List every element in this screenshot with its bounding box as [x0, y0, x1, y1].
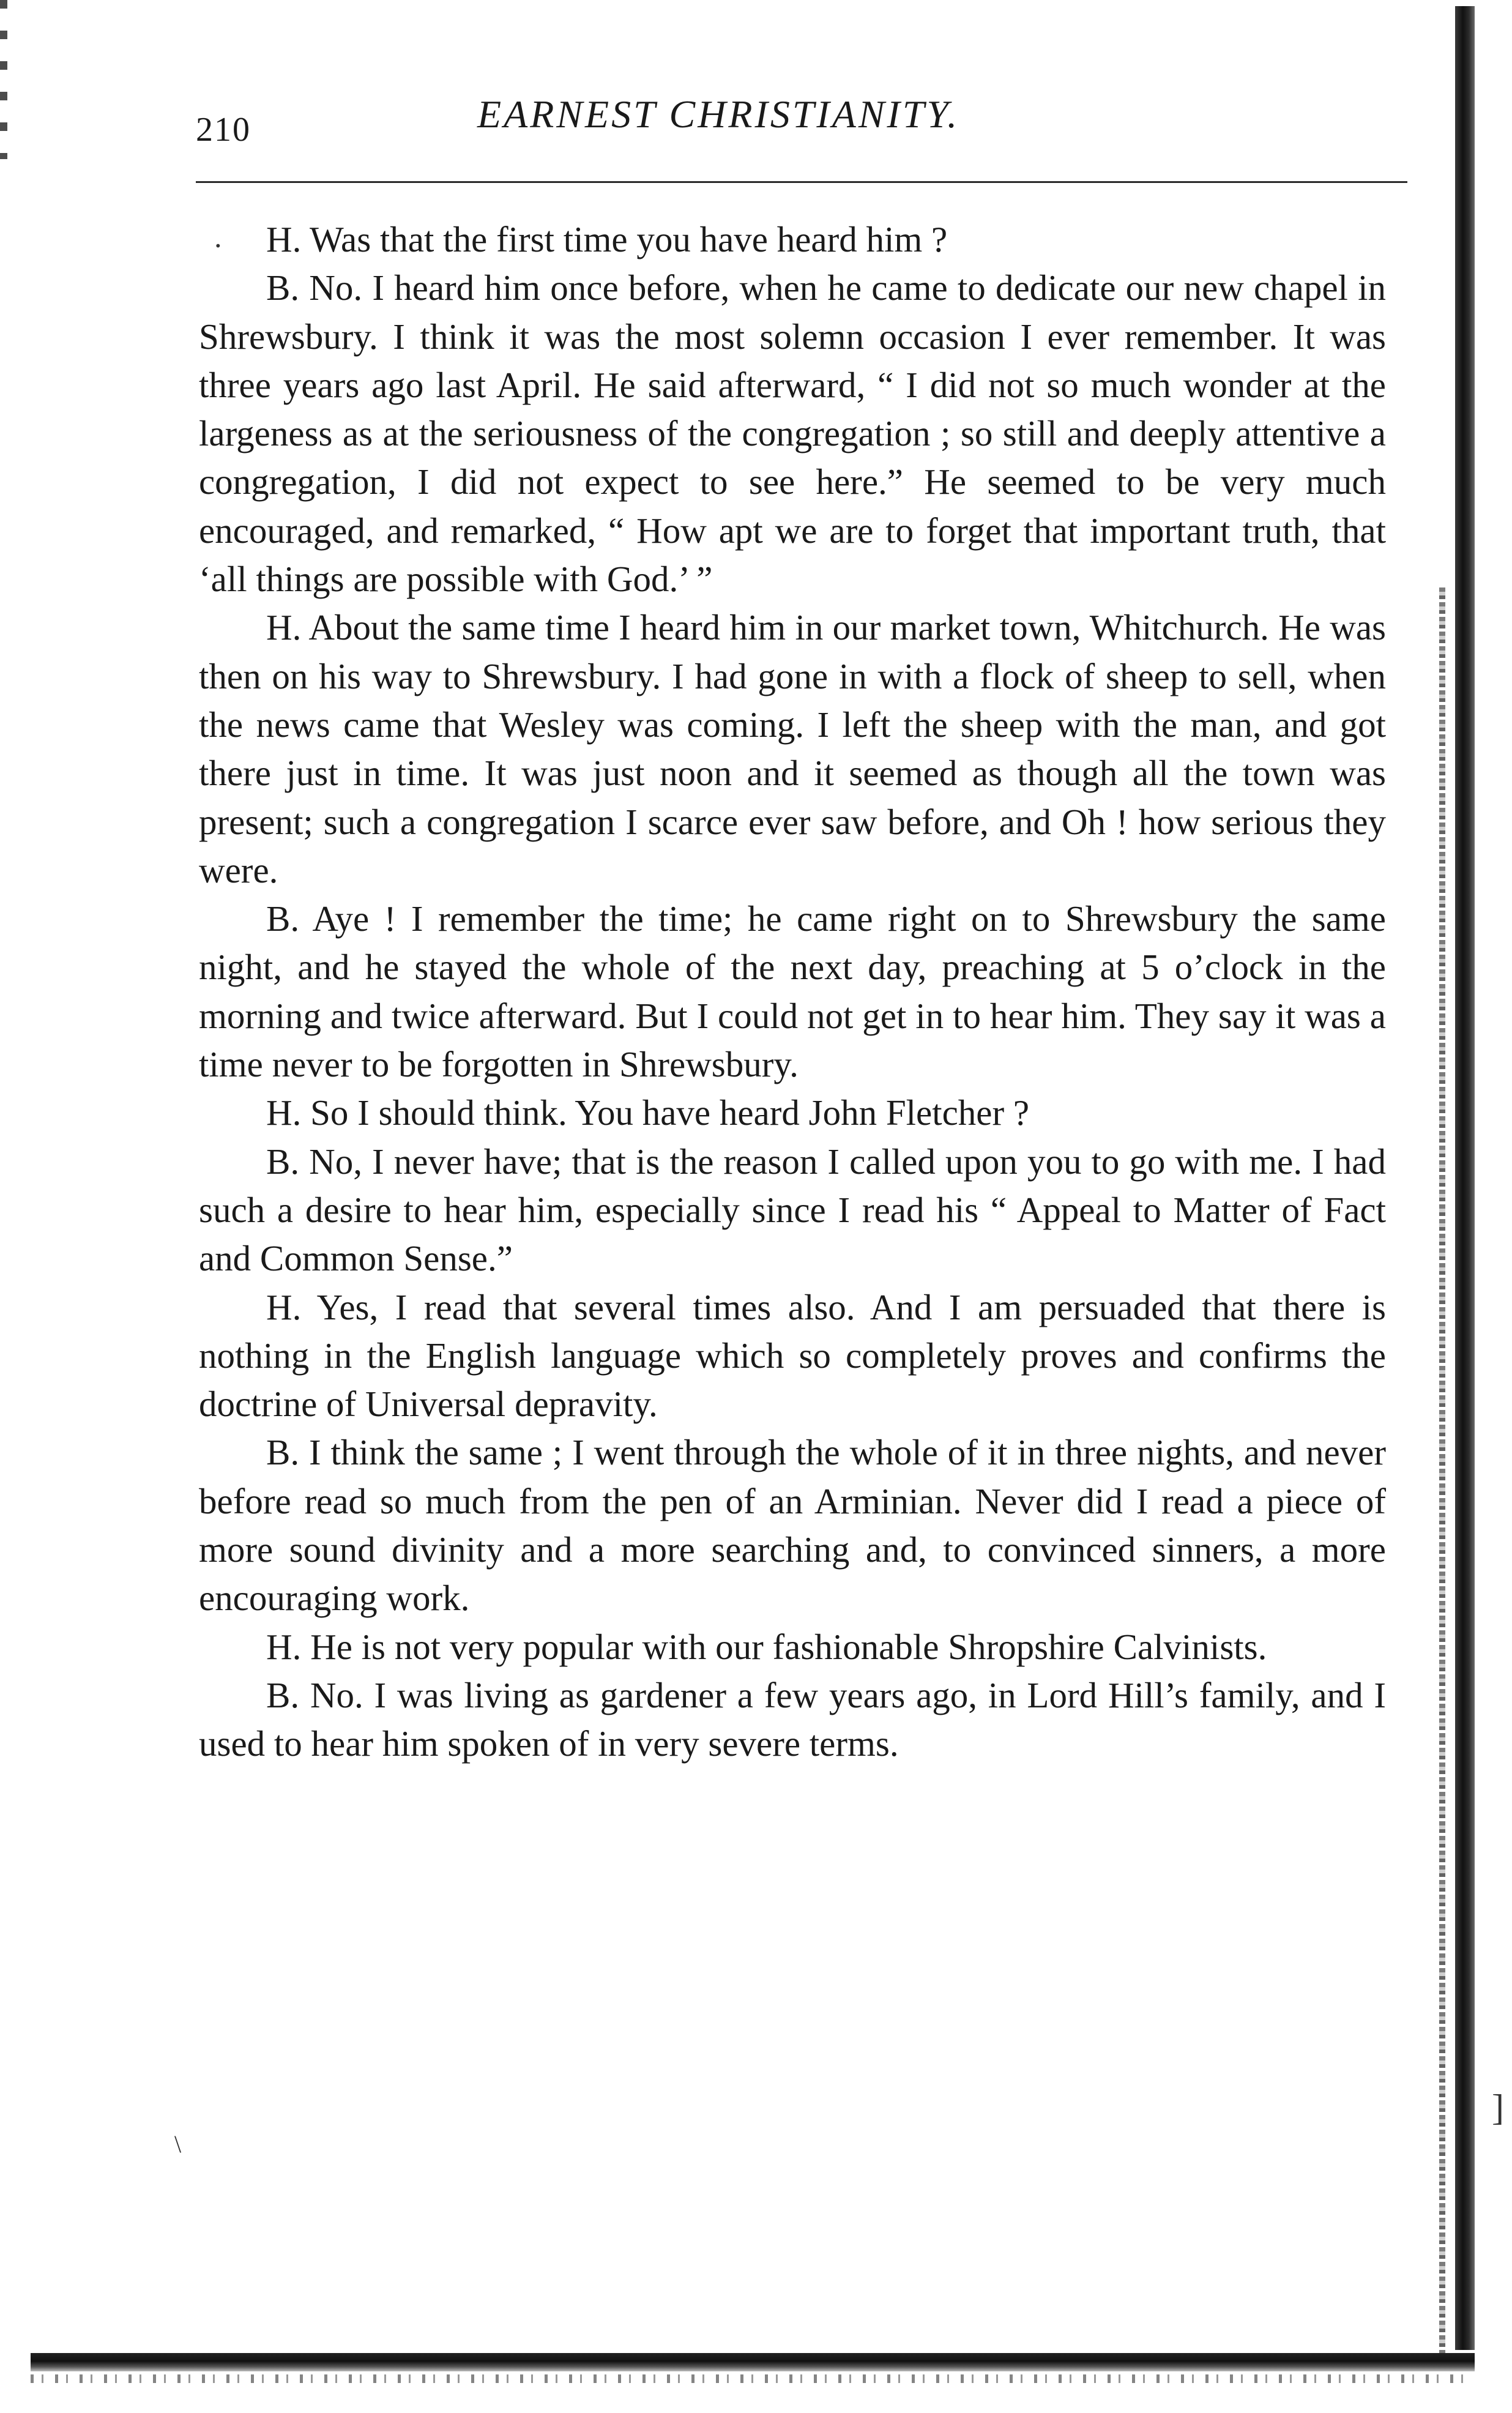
header-rule	[196, 181, 1407, 183]
paragraph-10: B. No. I was living as gardener a few years ago, in Lord Hill’s family, and I used to hear him spoken of in very severe terms.	[199, 1674, 1386, 1764]
page-number: 210	[196, 111, 251, 149]
page-edge-bottom-specks	[31, 2374, 1475, 2383]
paragraph-6: B. No, I never have; that is the reason I called upon you to go with me. I had such a desire to hear him, especially since I read his “ Appeal to Matter of Fact and Common Sense.”	[199, 1141, 1386, 1279]
page-edge-bottom	[31, 2353, 1475, 2371]
page-edge-right	[1455, 6, 1475, 2350]
paragraph-2: B. No. I heard him once before, when he came to dedicate our new chapel in Shrewsbury. I think it was the most solemn occasion I ever remember. It was three years ago last April. He said afterward, “ I did not so much wonder at the largeness as at the seriousness of the congregation ; so still and deeply attentive a congregation, I did not expect to see here.” He seemed to be very much encouraged, and remarked, “ How apt we are to forget that important truth, that ‘all things are possible with God.’ ”	[199, 267, 1386, 600]
paragraph-9: H. He is not very popular with our fashionable Shropshire Calvinists.	[266, 1626, 1267, 1667]
running-title: EARNEST CHRISTIANITY.	[477, 92, 960, 136]
paragraph-7: H. Yes, I read that several times also. And I am persuaded that there is nothing in the English language which so completely proves and confirms the doctrine of Universal depravity.	[199, 1286, 1386, 1425]
paragraph-3: H. About the same time I heard him in our market town, Whitchurch. He was then on his way to Shrewsbury. I had gone in with a flock of sheep to sell, when the news came that Wesley was coming. I left the sheep with the man, and got there just in time. It was just noon and it seemed as though all the town was present; such a congregation I scarce ever saw before, and Oh ! how serious they were.	[199, 607, 1386, 890]
scan-left-edge-marks	[0, 0, 7, 159]
page-edge-texture	[1439, 587, 1445, 2362]
body-text	[199, 215, 1386, 1769]
stray-dot-mark: ·	[213, 228, 223, 263]
stray-tick-mark: \	[174, 2130, 182, 2158]
running-head	[196, 92, 1346, 153]
paragraph-1: H. Was that the first time you have heard him ?	[266, 219, 948, 259]
paragraph-8: B. I think the same ; I went through the whole of it in three nights, and never before read so much from the pen of an Arminian. Never did I read a piece of more sound divinity and a more searching and, to convinced sinners, a more encouraging work.	[199, 1432, 1386, 1619]
paragraph-5: H. So I should think. You have heard John Fletcher ?	[266, 1092, 1030, 1133]
stray-bracket-mark: ]	[1492, 2087, 1504, 2128]
paragraph-4: B. Aye ! I remember the time; he came right on to Shrewsbury the same night, and he stayed the whole of the next day, preaching at 5 o’clock in the morning and twice afterward. But I could not get in to hear him. They say it was a time never to be forgotten in Shrewsbury.	[199, 898, 1386, 1085]
